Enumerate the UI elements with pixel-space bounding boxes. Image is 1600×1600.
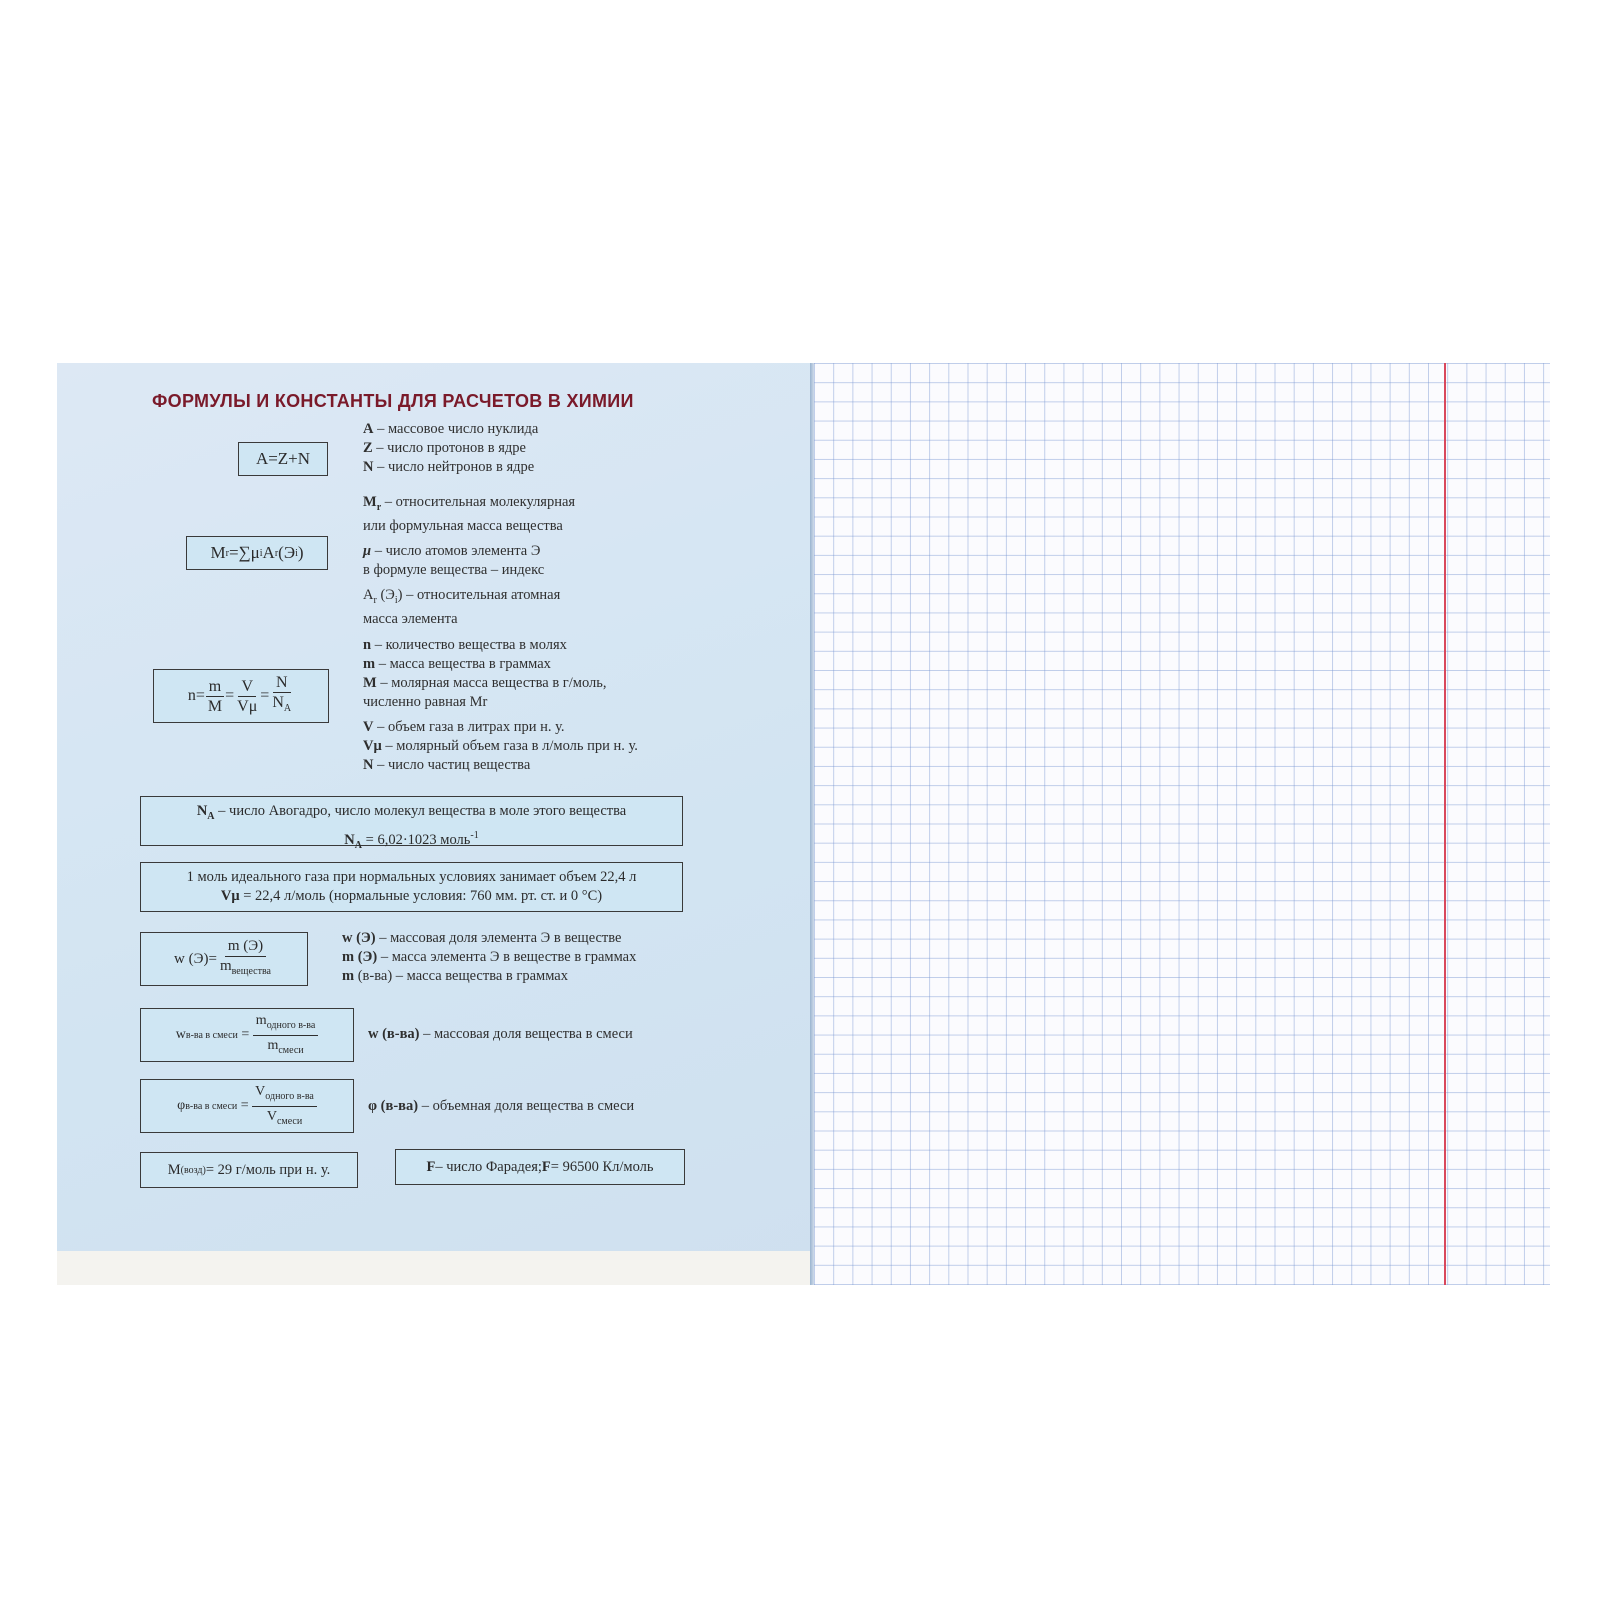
nuclide-description: A – массовое число нуклида Z – число протонов в ядре N – число нейтронов в ядре xyxy=(363,421,539,475)
formula-nuclide: A=Z+N xyxy=(255,449,311,468)
formula-mixture-mass-fraction: w в-ва в смеси = $\frac{m_{одного в-ва}}{m_{смеси}}$ xyxy=(141,1009,353,1061)
avogadro-box: $N_A$ – число Авогадро, число молекул вещества в моле этого вещества $N_A = 6,02\cdot 1023$ моль$^{-1}$ xyxy=(140,796,683,846)
formula-molecular-mass: M r =∑μ i A r (Э i ) xyxy=(210,543,304,562)
air-molar-mass-box: M (возд) = 29 г/моль при н. у. xyxy=(140,1152,358,1188)
formula-box-amount xyxy=(153,669,329,723)
formula-box-molecular-mass xyxy=(186,536,328,570)
page-bottom-strip xyxy=(57,1251,812,1285)
formula-box-mixture-mass-fraction xyxy=(140,1008,354,1062)
notebook-spread xyxy=(57,363,1550,1285)
molecular-mass-description: $M_r$ – относительная молекулярная или формульная масса вещества μ – число атомов элемента Э в формуле вещества – индекс $A_r$ $(Э_i)$ – относительная атомная масса элемента xyxy=(363,494,576,627)
formula-mass-fraction: w (Э)= $\frac{m (Э)}{m_{вещества}}$ xyxy=(174,938,271,977)
formula-box-nuclide xyxy=(238,442,328,476)
formula-box-mass-fraction xyxy=(140,932,308,986)
mixture-mass-fraction-description: w (в-ва) – массовая доля вещества в смеси xyxy=(368,1026,633,1042)
mixture-volume-fraction-description: φ (в-ва) – объемная доля вещества в смеси xyxy=(368,1098,635,1114)
molar-volume-box: 1 моль идеального газа при нормальных условиях занимает объем 22,4 л Vμ = 22,4 л/моль (нормальные условия: 760 мм. рт. ст. и 0 °С) xyxy=(140,862,683,912)
page-title: ФОРМУЛЫ И КОНСТАНТЫ ДЛЯ РАСЧЕТОВ В ХИМИИ xyxy=(152,391,634,411)
formula-mixture-volume-fraction: φ в-ва в смеси = $\frac{V_{одного в-ва}}{V_{смеси}}$ xyxy=(141,1080,353,1132)
mass-fraction-description: w (Э) – массовая доля элемента Э в веществе m (Э) – масса элемента Э в веществе в граммах m (в-ва) – масса вещества в граммах xyxy=(342,930,637,984)
left-page-formula-sheet xyxy=(57,363,812,1285)
margin-line xyxy=(1444,363,1446,1285)
faraday-box: F – число Фарадея; F = 96500 Кл/моль xyxy=(395,1149,685,1185)
formula-box-mixture-volume-fraction xyxy=(140,1079,354,1133)
right-page-graph-paper xyxy=(814,363,1550,1285)
amount-description: n – количество вещества в молях m – масса вещества в граммах M – молярная масса вещества в г/моль, численно равная Mr V – объем газа в литрах при н. у. Vμ – молярный объем газа в л/моль при н. у. N – число частиц вещества xyxy=(363,637,638,773)
formula-amount: n= $\frac{m}{M}$ = $\frac{V}{V\mu}$ = $\frac{N}{N_A}$ xyxy=(187,674,292,715)
